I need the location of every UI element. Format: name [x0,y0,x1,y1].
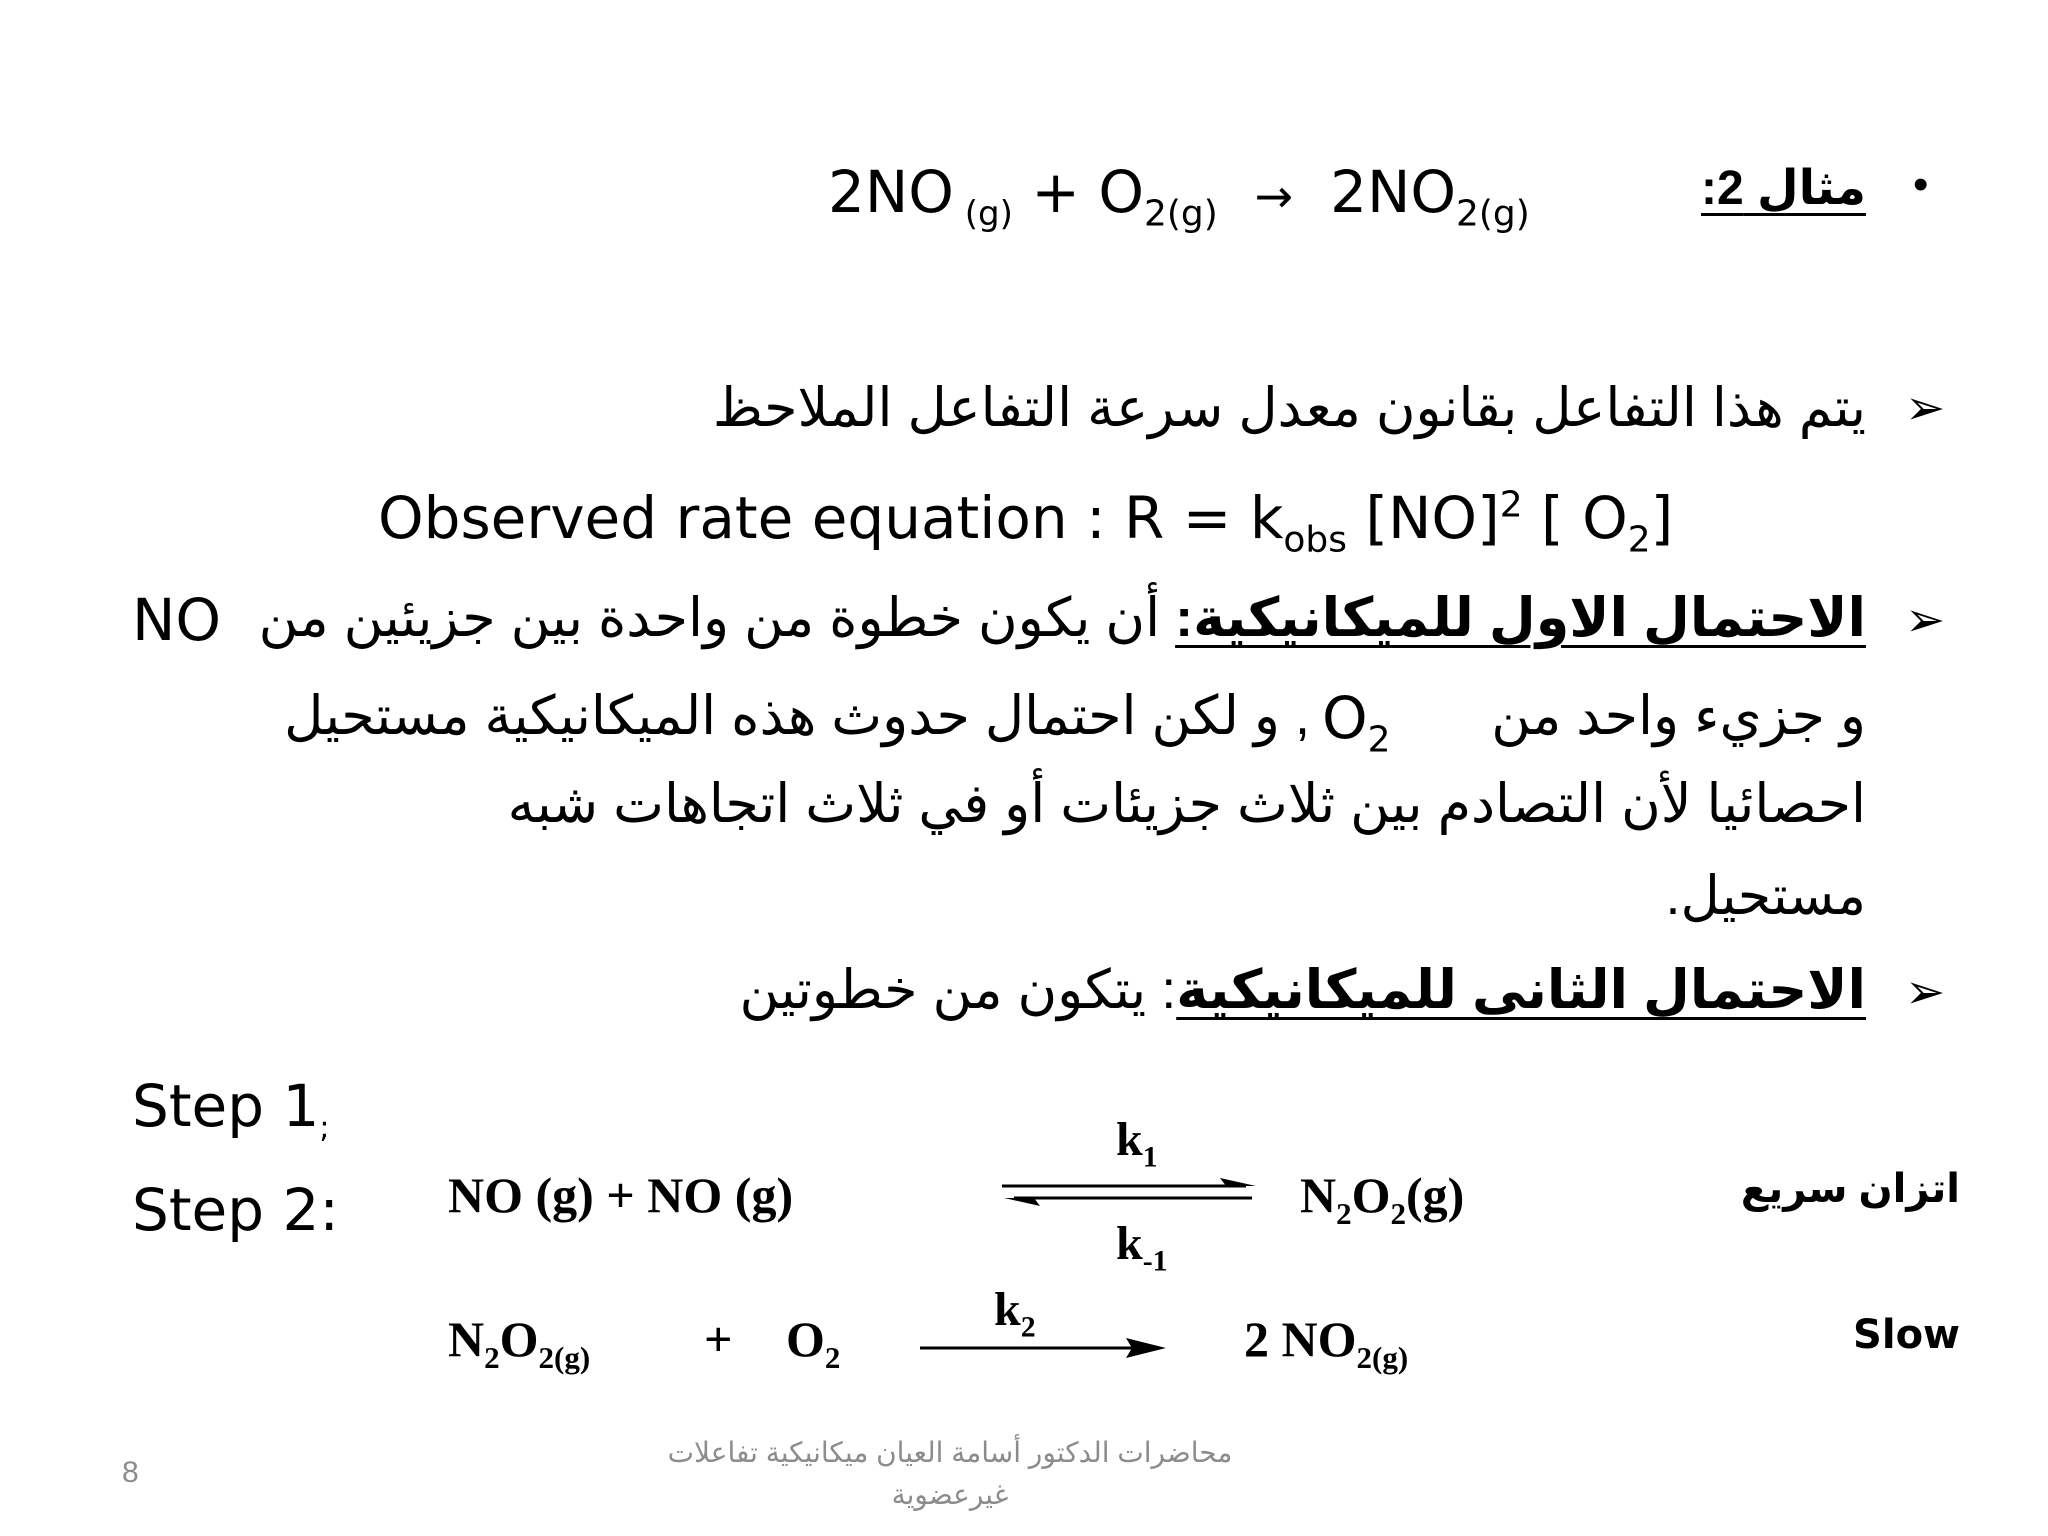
o2-sub: 2 [824,1339,841,1375]
bullet-dot: • [1913,160,1929,209]
no2-symbol: 2 NO [1244,1311,1357,1367]
k1-k: k [1116,1113,1143,1166]
reactant-no: 2NO [828,158,954,226]
fast-equilibrium-note: اتزان سريع [1740,1167,1960,1211]
reactant-o2: O [1098,158,1145,226]
reactant-o2-sub: 2(g) [1144,193,1218,235]
bracket-close: ] [1650,484,1674,552]
mechanism-1-rest: أن يكون خطوة من واحدة بين جزيئين من [258,588,1176,648]
mechanism-1-line2-post: , و لكن احتمال حدوث هذه الميكانيكية مستحيل [284,686,1310,746]
mechanism-1-line3: احصائيا لأن التصادم بين ثلاث جزيئات أو في ثلاث اتجاهات شبه [507,774,1866,834]
k1-sub: 1 [1142,1140,1158,1174]
mechanism-2-line [739,958,1866,1021]
km1-sub: -1 [1142,1244,1168,1278]
step-1-label [132,1072,330,1146]
mechanism-1-title: الاحتمال الاول للميكانيكية: [1175,588,1866,648]
plus-sign: + [1031,158,1080,226]
k1-label [1116,1112,1158,1174]
o-symbol: O [1351,1167,1391,1223]
page-number: 8 [122,1456,139,1489]
eq1-reactants: NO (g) + NO (g) [448,1167,794,1223]
reaction-arrow-icon: → [1254,169,1294,223]
state: (g) [1406,1167,1465,1223]
main-equation [828,158,1530,235]
arrowhead-bullet-icon: ➢ [1905,592,1946,648]
n-symbol: N [1300,1167,1337,1223]
example-label: مثال 2: [1700,162,1866,215]
o2-symbol-sub: 2 [1367,719,1391,761]
reactant-no-state: (g) [964,193,1013,234]
o2-symbol: O [1322,684,1368,752]
equilibrium-arrows-icon [1000,1172,1260,1212]
n-symbol: N [448,1311,485,1367]
rate-prefix: Observed rate equation : R = k [378,484,1284,552]
step-1-text: Step 1 [132,1072,320,1140]
k2-k: k [994,1283,1021,1336]
o2-symbol: O [786,1311,825,1367]
mechanism-1-o2 [1322,684,1391,761]
slow-note: Slow [1853,1312,1960,1358]
product-no2: 2NO [1330,158,1457,226]
mechanism-2-rest: : يتكون من خطوتين [739,960,1177,1020]
mechanism-2-title: الاحتمال الثانى للميكانيكية [1176,960,1866,1020]
o2-sub: 2 [1627,519,1651,561]
no-term: [NO] [1346,484,1500,552]
o-sub: 2 [1390,1195,1407,1231]
no2-sub: 2(g) [1356,1339,1409,1375]
eq2-reactant-n2o2 [448,1310,591,1375]
o-sub: 2(g) [538,1339,591,1375]
step-2-label: Step 2: [132,1176,339,1244]
observed-rate-equation [378,484,1674,561]
n-sub: 2 [484,1339,500,1375]
k-obs-sub: obs [1283,519,1347,561]
no-exponent: 2 [1499,484,1523,526]
mechanism-1-no: NO [132,586,222,654]
arrowhead-bullet-icon: ➢ [1905,964,1946,1020]
o-symbol: O [499,1311,539,1367]
footer-line-2: غيرعضوية [891,1479,1009,1510]
k2-sub: 2 [1020,1310,1036,1344]
k2-label [994,1282,1036,1344]
product-no2-sub: 2(g) [1456,193,1530,235]
eq2-reactant-o2 [786,1310,841,1375]
forward-arrow-icon [918,1336,1168,1360]
mechanism-1-line2-pre: و جزيء واحد من [1491,686,1866,746]
eq1-product [1300,1166,1465,1231]
mechanism-1-line4: مستحيل. [1665,866,1866,926]
step-1-sub: ; [319,1110,330,1146]
bullet-text-rate-law: يتم هذا التفاعل بقانون معدل سرعة التفاعل الملاحظ [712,378,1866,438]
k-minus-1-label [1116,1216,1168,1278]
eq2-product [1244,1310,1409,1375]
km1-k: k [1116,1217,1143,1270]
arrowhead-bullet-icon: ➢ [1905,380,1946,436]
footer-line-1: محاضرات الدكتور أسامة العيان ميكانيكية تفاعلات [667,1437,1233,1468]
mechanism-1-line1 [259,586,1866,649]
n-sub: 2 [1336,1195,1352,1231]
eq2-plus: + [704,1311,733,1367]
o2-term: [ O [1522,484,1628,552]
